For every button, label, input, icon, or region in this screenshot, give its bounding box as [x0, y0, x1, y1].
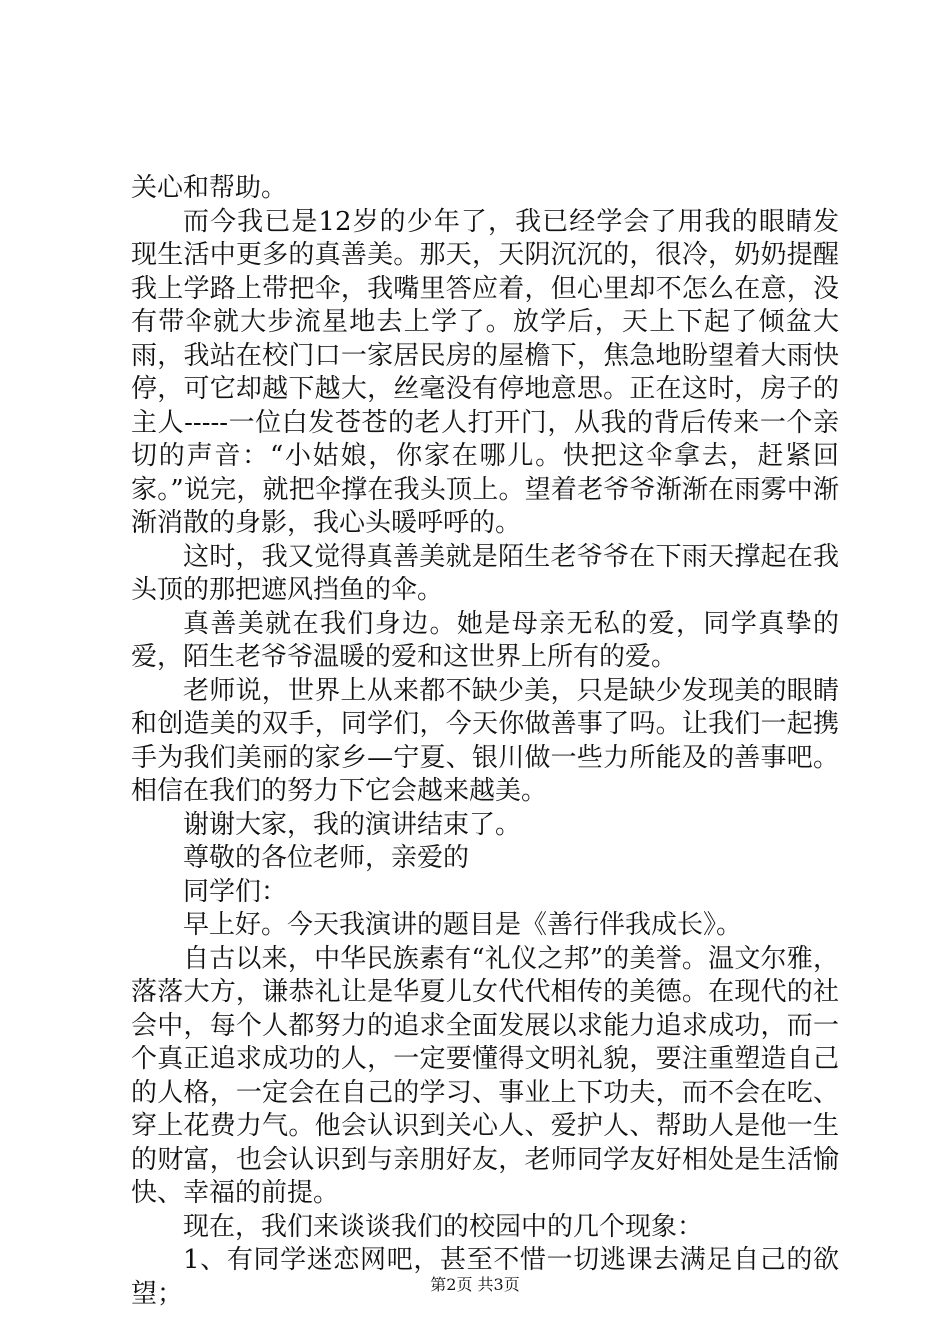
paragraph-1: 关心和帮助。 [131, 173, 288, 203]
paragraph-3: 这时，我又觉得真善美就是陌生老爷爷在下雨天撑起在我头顶的那把遮风挡鱼的伞。 [131, 541, 839, 605]
paragraph-2: 而今我已是12岁的少年了，我已经学会了用我的眼睛发现生活中更多的真善美。那天，天阴沉沉的，很冷，奶奶提醒我上学路上带把伞，我嘴里答应着，但心里却不怎么在意，没有带伞就大步流星地去上学了。放学后，天上下起了倾盆大雨，我站在校门口一家居民房的屋檐下，焦急地盼望着大雨快停，可它却越下越大，丝毫没有停地意思。正在这时，房子的主人-----一位白发苍苍的老人打开门，从我的背后传来一个亲切的声音：“小姑娘，你家在哪儿。快把这伞拿去，赶紧回家。”说完，就把伞撑在我头顶上。望着老爷爷渐渐在雨雾中渐渐消散的身影，我心头暖呼呼的。 [131, 206, 839, 538]
document-body [131, 172, 839, 1311]
paragraph-11: 现在，我们来谈谈我们的校园中的几个现象： [183, 1211, 704, 1242]
paragraph-10: 自古以来，中华民族素有“礼仪之邦”的美誉。温文尔雅，落落大方，谦恭礼让是华夏儿女代代相传的美德。在现代的社会中，每个人都努力的追求全面发展以求能力追求成功，而一个真正追求成功的人，一定要懂得文明礼貌，要注重塑造自己的人格，一定会在自己的学习、事业上下功夫，而不会在吃、穿上花费力气。他会认识到关心人、爱护人、帮助人是他一生的财富，也会认识到与亲朋好友，老师同学友好相处是生活愉快、幸福的前提。 [131, 943, 839, 1208]
paragraph-7: 尊敬的各位老师，亲爱的 [183, 843, 470, 873]
paragraph-6: 谢谢大家，我的演讲结束了。 [183, 809, 522, 840]
paragraph-9: 早上好。今天我演讲的题目是《善行伴我成长》。 [183, 910, 743, 940]
paragraph-4: 真善美就在我们身边。她是母亲无私的爱，同学真挚的爱，陌生老爷爷温暖的爱和这世界上所有的爱。 [131, 608, 839, 672]
paragraph-5: 老师说，世界上从来都不缺少美，只是缺少发现美的眼睛和创造美的双手，同学们，今天你做善事了吗。让我们一起携手为我们美丽的家乡—宁夏、银川做一些力所能及的善事吧。相信在我们的努力下它会越来越美。 [131, 675, 839, 806]
paragraph-12: 1、有同学迷恋网吧，甚至不惜一切逃课去满足自己的欲望； [131, 1245, 839, 1309]
paragraph-8: 同学们： [183, 876, 288, 907]
page-number-footer: 第2页 共3页 [430, 1275, 520, 1294]
